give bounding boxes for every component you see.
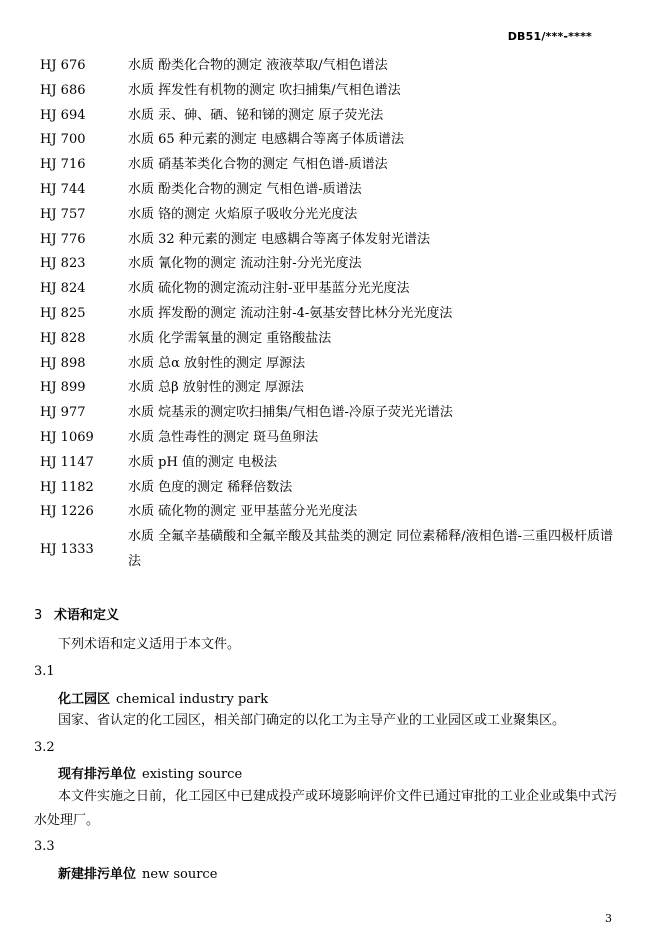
- standard-number: HJ 1333: [40, 542, 94, 558]
- term-definition: 国家、省认定的化工园区，相关部门确定的以化工为主导产业的工业园区或工业聚集区。: [58, 713, 566, 728]
- standard-title: 水质 酚类化合物的测定 气相色谱-质谱法: [128, 181, 362, 197]
- reference-row: [0, 500, 650, 525]
- reference-row: [0, 327, 650, 352]
- standard-number: HJ 700: [40, 132, 86, 148]
- standard-title: 水质 化学需氧量的测定 重铬酸盐法: [128, 330, 332, 346]
- standard-number: HJ 824: [40, 281, 86, 297]
- standard-number: HJ 694: [40, 107, 86, 123]
- reference-row: [0, 203, 650, 228]
- standard-number: HJ 977: [40, 405, 86, 421]
- term-entry: [58, 688, 268, 707]
- term-chinese: 新建排污单位: [58, 867, 137, 882]
- reference-row: [0, 228, 650, 253]
- clause-number: 3.2: [34, 740, 55, 755]
- term-definition: 本文件实施之日前，化工园区中已建成投产或环境影响评价文件已通过审批的工业企业或集中式污水处理厂。: [34, 789, 618, 828]
- term-english: existing source: [142, 767, 243, 782]
- standard-title: 水质 pH 值的测定 电极法: [128, 454, 278, 470]
- standard-number: HJ 686: [40, 82, 86, 98]
- standard-number: HJ 676: [40, 58, 86, 73]
- standard-title: 水质 烷基汞的测定吹扫捕集/气相色谱-冷原子荧光光谱法: [128, 405, 453, 421]
- section-number: 3: [34, 608, 43, 623]
- standard-title: 水质 硫化物的测定 亚甲基蓝分光光度法: [128, 504, 358, 520]
- standard-number: HJ 1182: [40, 479, 94, 495]
- standard-number: HJ 823: [40, 256, 86, 272]
- term-entry: [58, 763, 242, 782]
- reference-row: [0, 451, 650, 476]
- reference-row: [0, 525, 650, 574]
- standard-title: 水质 挥发性有机物的测定 吹扫捕集/气相色谱法: [128, 82, 401, 98]
- section-heading: [34, 604, 119, 623]
- standard-title: 水质 汞、砷、硒、铋和锑的测定 原子荧光法: [128, 107, 384, 123]
- standard-title: 水质 酚类化合物的测定 液液萃取/气相色谱法: [128, 58, 388, 73]
- reference-row: [0, 252, 650, 277]
- standard-number: HJ 744: [40, 181, 86, 197]
- standard-number: HJ 899: [40, 380, 86, 396]
- standard-number: HJ 1069: [40, 429, 94, 445]
- reference-row: [0, 476, 650, 501]
- reference-row: [0, 79, 650, 104]
- reference-row: [0, 376, 650, 401]
- reference-row: [0, 352, 650, 377]
- standard-title: 水质 全氟辛基磺酸和全氟辛酸及其盐类的测定 同位素稀释/液相色谱-三重四极杆质谱法: [128, 529, 614, 569]
- normative-references-list: [0, 54, 650, 574]
- term-english: new source: [142, 867, 218, 882]
- reference-row: [0, 178, 650, 203]
- reference-row: [0, 153, 650, 178]
- standard-title: 水质 硫化物的测定流动注射-亚甲基蓝分光光度法: [128, 281, 410, 297]
- reference-row: [0, 401, 650, 426]
- page-number: 3: [605, 912, 612, 925]
- standard-number: HJ 898: [40, 355, 86, 371]
- standard-number: HJ 1226: [40, 504, 94, 520]
- standard-number: HJ 757: [40, 206, 86, 222]
- document-code: DB51/***-****: [507, 30, 592, 43]
- standard-title: 水质 铬的测定 火焰原子吸收分光光度法: [128, 206, 358, 222]
- reference-row: [0, 128, 650, 153]
- reference-row: [0, 426, 650, 451]
- standard-number: HJ 716: [40, 157, 86, 173]
- standard-title: 水质 挥发酚的测定 流动注射-4-氨基安替比林分光光度法: [128, 305, 453, 321]
- standard-title: 水质 65 种元素的测定 电感耦合等离子体质谱法: [128, 132, 404, 148]
- term-chinese: 化工园区: [58, 692, 111, 707]
- standard-title: 水质 急性毒性的测定 斑马鱼卵法: [128, 429, 319, 445]
- standard-title: 水质 氰化物的测定 流动注射-分光光度法: [128, 256, 362, 272]
- clause-number: 3.3: [34, 839, 55, 854]
- term-chinese: 现有排污单位: [58, 767, 137, 782]
- standard-number: HJ 1147: [40, 454, 94, 470]
- reference-row: [0, 277, 650, 302]
- term-english: chemical industry park: [116, 692, 269, 707]
- standard-number: HJ 776: [40, 231, 86, 247]
- standard-number: HJ 828: [40, 330, 86, 346]
- standard-title: 水质 32 种元素的测定 电感耦合等离子体发射光谱法: [128, 231, 430, 247]
- clause-number: 3.1: [34, 664, 55, 679]
- reference-row: [0, 104, 650, 129]
- section-title: 术语和定义: [54, 608, 120, 623]
- section-intro: 下列术语和定义适用于本文件。: [58, 637, 241, 652]
- reference-row: [0, 302, 650, 327]
- standard-title: 水质 硝基苯类化合物的测定 气相色谱-质谱法: [128, 157, 388, 173]
- reference-row: [0, 54, 650, 79]
- standard-title: 水质 色度的测定 稀释倍数法: [128, 479, 293, 495]
- term-entry: [58, 863, 217, 882]
- standard-number: HJ 825: [40, 305, 86, 321]
- standard-title: 水质 总α 放射性的测定 厚源法: [128, 355, 306, 371]
- standard-title: 水质 总β 放射性的测定 厚源法: [128, 380, 304, 396]
